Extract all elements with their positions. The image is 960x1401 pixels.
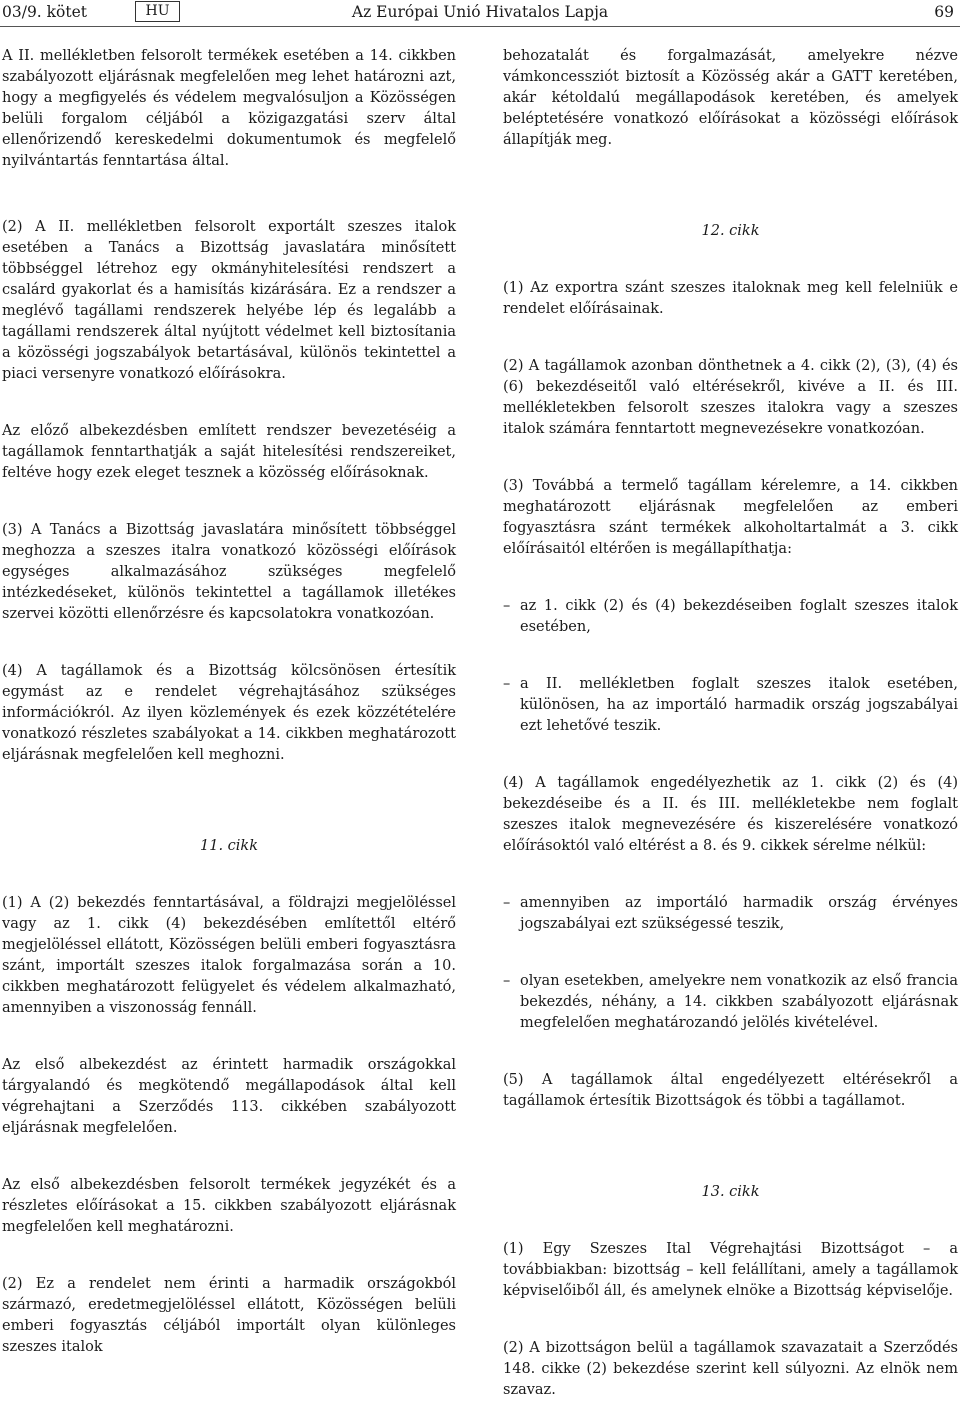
dash-marker: – [503,973,511,989]
right-column [503,46,958,1401]
paragraph: (1) Egy Szeszes Ital Végrehajtási Bizottságot – a továbbiakban: bizottság – kell felállítani, amely a tagállamok képviselőiből áll, és amelynek elnöke a Bizottság képviselője. [503,1241,958,1299]
paragraph: (1) Az exportra szánt szeszes italoknak meg kell felelniük e rendelet előírásainak. [503,280,958,317]
left-column [2,46,456,1358]
paragraph: (2) Ez a rendelet nem érinti a harmadik országokból származó, eredetmegjelöléssel ellátott, Közösségen belüli emberi fogyasztás céljából importált olyan különleges szeszes italok [2,1276,456,1355]
paragraph: (2) A II. mellékletben felsorolt exportált szeszes italok esetében a Tanács a Bizottság javaslatára minősített többséggel létrehoz egy okmányhitelesítési rendszert a csalárd gyakorlat és a hamisítás kizárására. Ez a rendszer a meglévő tagállami rendszerek helyébe lép és legalább a tagállami rendszerek által nyújtott védelmet kell biztosítania a közösségi jogszabályok betartásával, különös tekintettel a piaci versenyre vonatkozó előírásokra. [2,219,456,382]
paragraph: Az első albekezdést az érintett harmadik országokkal tárgyalandó és megkötendő megállapodások által kell végrehajtani a Szerződés 113. cikkében szabályozott eljárásnak megfelelően. [2,1057,456,1136]
language-badge: HU [135,1,180,22]
article-heading-13: 13. cikk [701,1184,760,1200]
paragraph: (4) A tagállamok engedélyezhetik az 1. cikk (2) és (4) bekezdéseibe és a II. és III. mellékletekbe nem foglalt szeszes italok megnevezésére és kiszerelésére vonatkozó előírásoktól való eltérést a 8. és 9. cikkek sérelme nélkül: [503,775,958,854]
page-header [0,0,960,27]
paragraph: Az első albekezdésben felsorolt termékek jegyzékét és a részletes előírásokat a 15. cikkben szabályozott eljárásnak megfelelően kell meghatározni. [2,1177,456,1235]
paragraph: A II. mellékletben felsorolt termékek esetében a 14. cikkben szabályozott eljárásnak megfelelően meg lehet határozni azt, hogy a megfigyelés és védelem megvalósuljon a Közösségen belüli forgalom céljából a közigazgatási szerv által ellenőrizendő kereskedelmi dokumentumok és megfelelő nyilvántartás fenntartása által. [2,48,456,169]
paragraph: Az előző albekezdésben említett rendszer bevezetéséig a tagállamok fenntarthatják a saját hitelesítési rendszereiket, feltéve hogy ezek eleget tesznek a közösség előírásoknak. [2,423,456,481]
dash-list-item [503,674,958,737]
article-heading-11: 11. cikk [200,838,258,854]
dash-marker: – [503,895,511,911]
dash-marker: – [503,598,511,614]
issue-number: 03/9. kötet [2,3,88,21]
paragraph: (2) A tagállamok azonban dönthetnek a 4. cikk (2), (3), (4) és (6) bekezdéseitől való eltérésekről, kivéve a II. és III. mellékletekben felsorolt szeszes italokra vagy a szeszes italok számára fenntartott megnevezésekre vonatkozóan. [503,358,958,437]
paragraph: (4) A tagállamok és a Bizottság kölcsönösen értesítik egymást az e rendelet végrehajtásához szükséges információkról. Az ilyen közlemények és ezek közzétételére vonatkozó részletes szabályokat a 14. cikkben meghatározott eljárásnak megfelelően kell meghozni. [2,663,456,763]
dash-list-item [503,893,958,935]
list-item-text: olyan esetekben, amelyekre nem vonatkozik az első francia bekezdés, néhány, a 14. cikkben szabályozott eljárásnak megfelelően meghatározandó jelölés kivételével. [520,973,958,1031]
dash-marker: – [503,676,511,692]
page-number: 69 [934,3,954,21]
paragraph: behozatalát és forgalmazását, amelyekre nézve vámkoncessziót biztosít a Közösség akár a GATT keretében, akár kétoldalú megállapodások keretében, és amelyek beléptetésére vonatkozó előírásokat a közösségi előírások állapítják meg. [503,48,958,148]
paragraph: (2) A bizottságon belül a tagállamok szavazatait a Szerződés 148. cikke (2) bekezdése szerint kell súlyozni. Az elnök nem szavaz. [503,1340,958,1398]
list-item-text: az 1. cikk (2) és (4) bekezdéseiben foglalt szeszes italok esetében, [520,598,958,635]
paragraph: (5) A tagállamok által engedélyezett eltérésekről a tagállamok értesítik Bizottságok és többi a tagállamot. [503,1072,958,1109]
article-heading-12: 12. cikk [701,223,760,239]
dash-list-item [503,596,958,638]
journal-title: Az Európai Unió Hivatalos Lapja [351,3,609,21]
paragraph: (3) A Tanács a Bizottság javaslatára minősített többséggel meghozza a szeszes italra vonatkozó közösségi előírások egységes alkalmazásához szükséges megfelelő intézkedéseket, különös tekintettel a tagállamok illetékes szervei közötti ellenőrzésre és kapcsolatokra vonatkozóan. [2,522,456,622]
dash-list-item [503,971,958,1034]
paragraph: (1) A (2) bekezdés fenntartásával, a földrajzi megjelöléssel vagy az 1. cikk (4) bekezdésében említettől eltérő megjelöléssel ellátott, Közösségen belüli emberi fogyasztásra szánt, importált szeszes italok forgalmazása során a 10. cikkben meghatározott felügyelet és védelem alkalmazható, amennyiben a viszonosság fennáll. [2,895,456,1016]
list-item-text: a II. mellékletben foglalt szeszes italok esetében, különösen, ha az importáló harmadik ország jogszabályai ezt lehetővé teszik. [520,676,958,734]
list-item-text: amennyiben az importáló harmadik ország érvényes jogszabályai ezt szükségessé teszik, [520,895,958,932]
paragraph: (3) Továbbá a termelő tagállam kérelemre, a 14. cikkben meghatározott eljárásnak megfelelően az emberi fogyasztásra szánt termékek alkoholtartalmát a 3. cikk előírásaitól eltérően is megállapíthatja: [503,478,958,557]
